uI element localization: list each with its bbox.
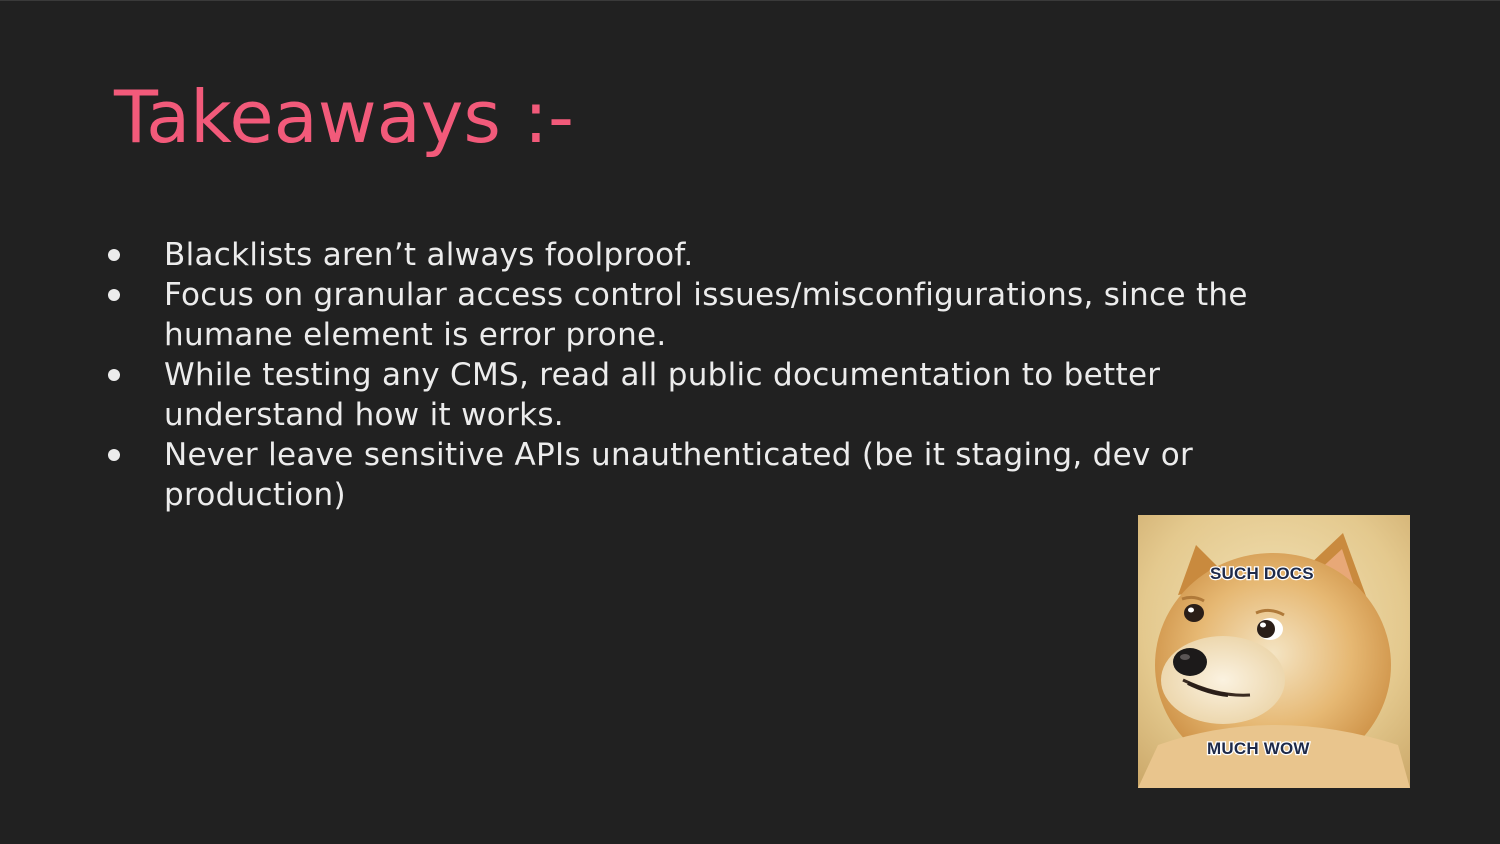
- list-item: [104, 275, 1304, 355]
- bullet-dot-icon: [108, 249, 120, 261]
- bullet-dot-icon: [108, 449, 120, 461]
- takeaways-list: [104, 235, 1304, 515]
- bullet-text: While testing any CMS, read all public documentation to better understand how it works.: [164, 357, 1161, 433]
- doge-meme-image: [1138, 515, 1410, 788]
- bullet-text: Blacklists aren’t always foolproof.: [164, 237, 694, 273]
- list-item: [104, 235, 1304, 275]
- slide-title: Takeaways :-: [114, 75, 574, 159]
- bullet-text: Focus on granular access control issues/misconfigurations, since the humane element is error prone.: [164, 277, 1248, 353]
- bullet-dot-icon: [108, 289, 120, 301]
- meme-caption-top: SUCH DOCS: [1210, 564, 1314, 583]
- list-item: [104, 435, 1304, 515]
- bullet-text: Never leave sensitive APIs unauthenticated (be it staging, dev or production): [164, 437, 1194, 513]
- bullet-dot-icon: [108, 369, 120, 381]
- list-item: [104, 355, 1304, 435]
- meme-caption-bottom: MUCH WOW: [1207, 739, 1310, 758]
